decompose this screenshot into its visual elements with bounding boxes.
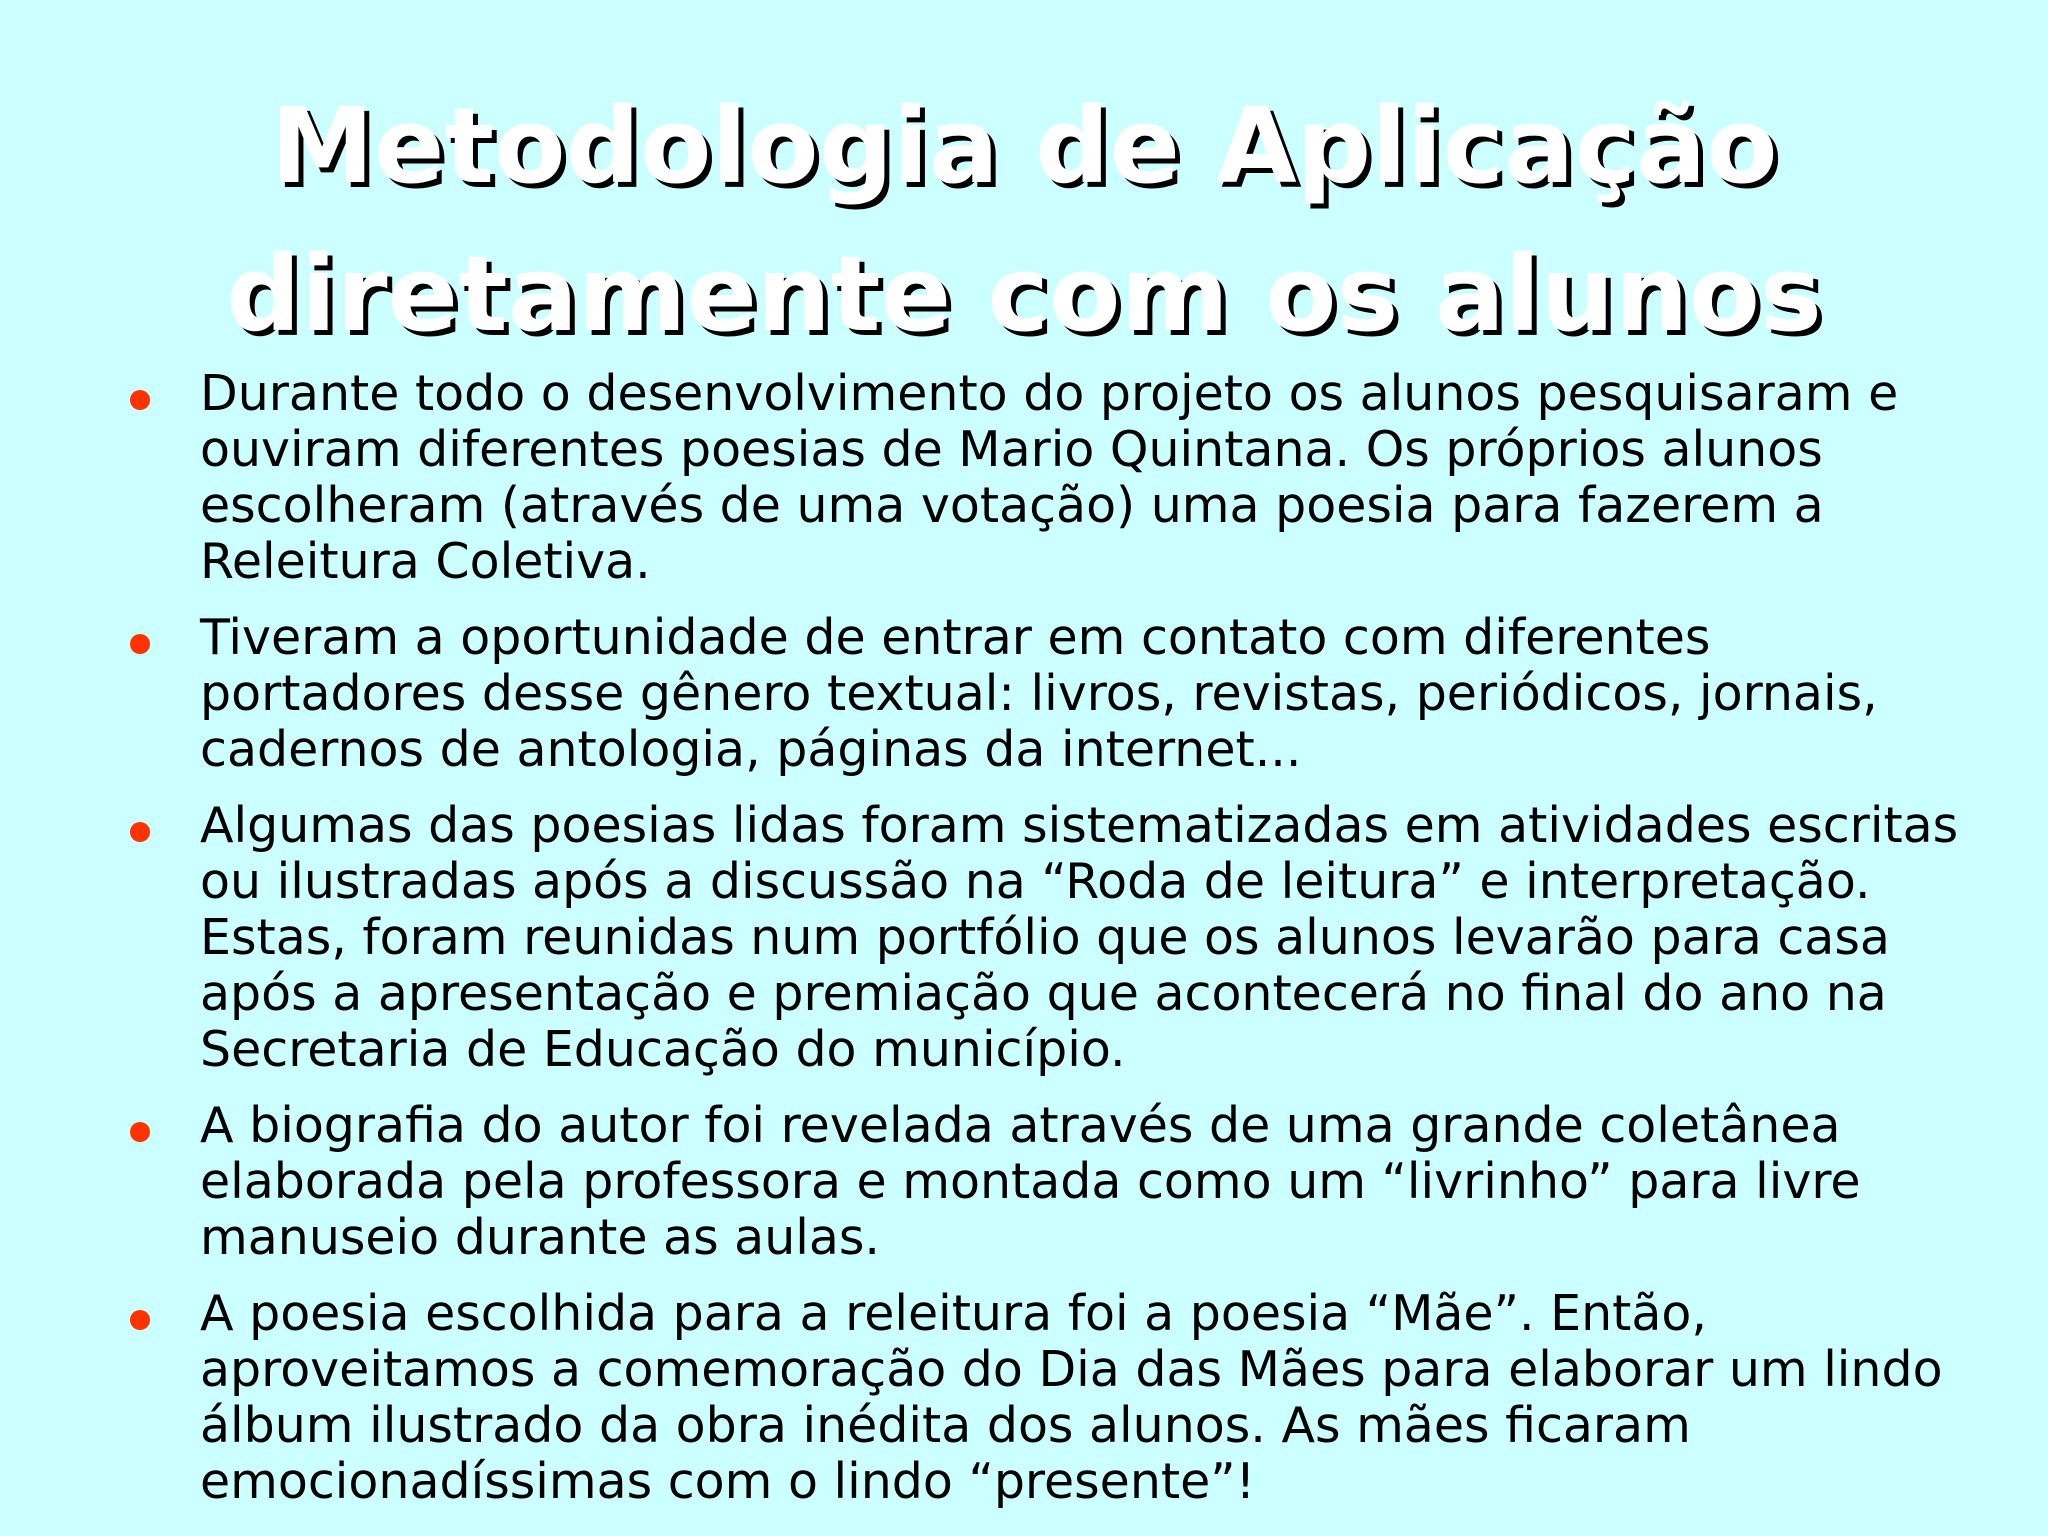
bullet-dot-icon (130, 822, 150, 842)
bullet-item (122, 1286, 1992, 1510)
bullet-text: Durante todo o desenvolvimento do projeto os alunos pesquisaram e ouviram diferentes poesias de Mario Quintana. Os próprios alunos escolheram (através de uma votação) uma poesia para fazerem a Releitura Coletiva. (200, 365, 1899, 590)
bullet-list (122, 366, 1992, 1530)
bullet-dot-icon (130, 634, 150, 654)
bullet-item (122, 1098, 1992, 1266)
bullet-text: A biografia do autor foi revelada através de uma grande coletânea elaborada pela professora e montada como um “livrinho” para livre manuseio durante as aulas. (200, 1097, 1861, 1266)
bullet-item (122, 798, 1992, 1078)
bullet-item (122, 610, 1992, 778)
bullet-dot-icon (130, 1122, 150, 1142)
bullet-dot-icon (130, 390, 150, 410)
bullet-text: Algumas das poesias lidas foram sistematizadas em atividades escritas ou ilustradas após a discussão na “Roda de leitura” e interpretação. Estas, foram reunidas num portfólio que os alunos levarão para casa após a apresentação e premiação que acontecerá no final do ano na Secretaria de Educação do município. (200, 797, 1959, 1078)
slide-title (0, 72, 2048, 368)
bullet-text: A poesia escolhida para a releitura foi a poesia “Mãe”. Então, aproveitamos a comemoração do Dia das Mães para elaborar um lindo álbum ilustrado da obra inédita dos alunos. As mães ficaram emocionadíssimas com o lindo “presente”! (200, 1285, 1943, 1510)
title-line-2: diretamente com os alunos (226, 233, 1822, 355)
title-line-1: Metodologia de Aplicação (270, 85, 1778, 207)
bullet-text: Tiveram a oportunidade de entrar em contato com diferentes portadores desse gênero textual: livros, revistas, periódicos, jornais, cadernos de antologia, páginas da internet... (200, 609, 1878, 778)
bullet-dot-icon (130, 1310, 150, 1330)
bullet-item (122, 366, 1992, 590)
